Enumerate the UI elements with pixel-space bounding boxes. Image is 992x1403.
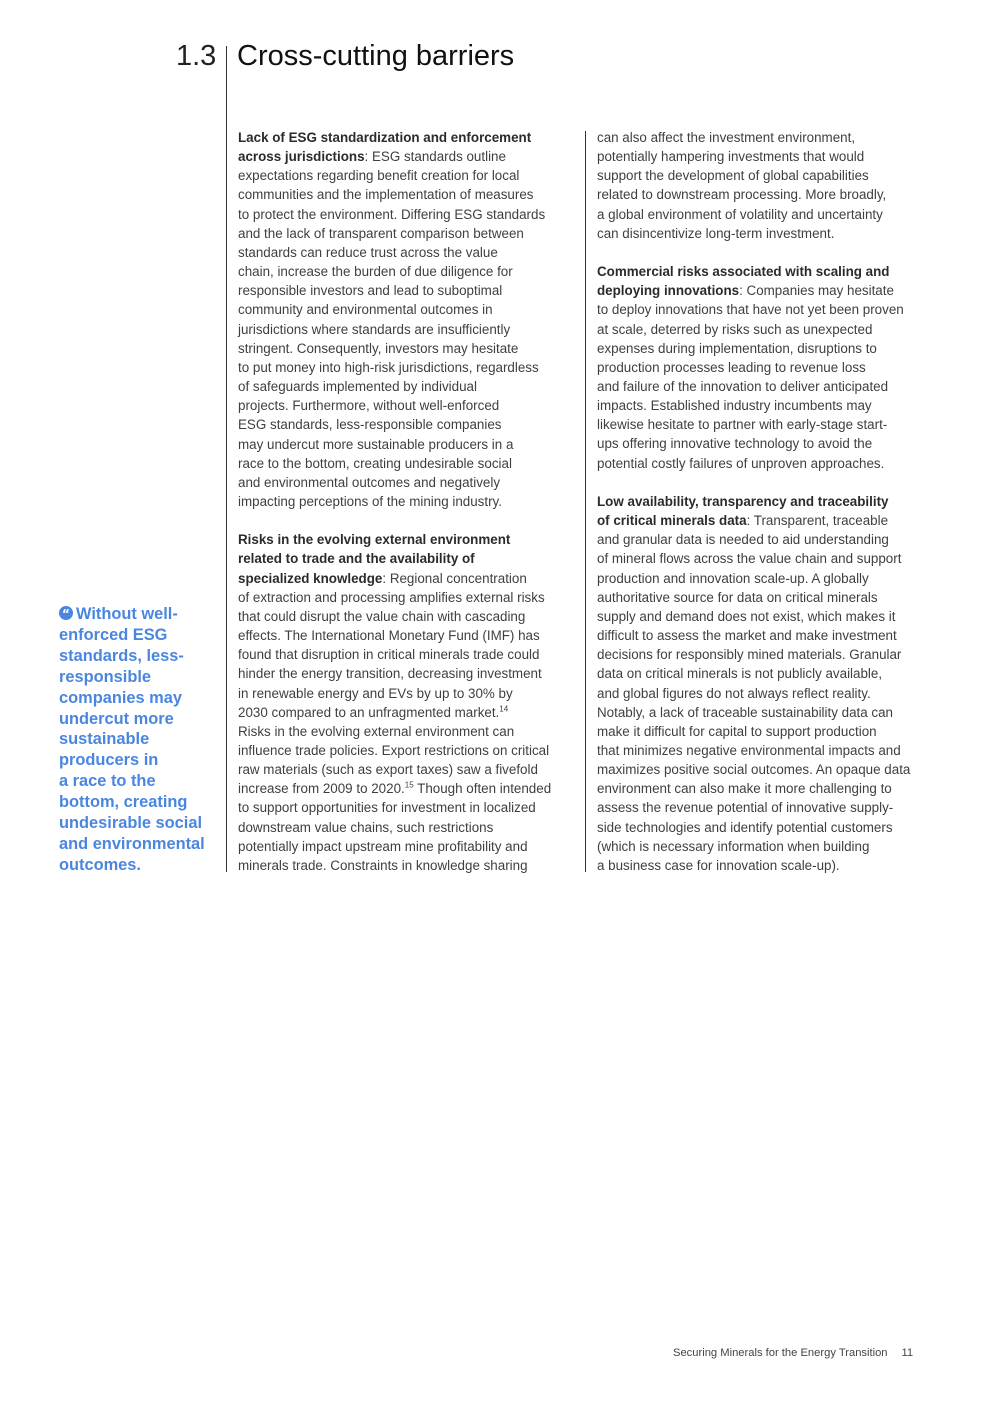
text-line: communities and the implementation of measures [238, 187, 534, 203]
pull-quote-line: responsible [59, 667, 151, 686]
paragraph-heading: deploying innovations [597, 283, 740, 299]
text-line: impacts. Established industry incumbents may [597, 398, 872, 414]
pull-quote-line: sustainable [59, 730, 150, 749]
paragraph-minerals-data [597, 492, 937, 875]
text-line: race to the bottom, creating undesirable social [238, 455, 512, 471]
text-line: of mineral flows across the value chain and support [597, 551, 902, 567]
text-line: hinder the energy transition, decreasing investment [238, 666, 542, 682]
text-line: at scale, deterred by risks such as unexpected [597, 321, 873, 337]
text-line: community and environmental outcomes in [238, 302, 493, 318]
footnote-ref-14[interactable]: 14 [499, 704, 509, 714]
text-line: of safeguards implemented by individual [238, 379, 477, 395]
text-line: potentially impact upstream mine profitability and [238, 838, 528, 854]
paragraph-heading: Commercial risks associated with scaling and [597, 264, 890, 280]
text-line: expenses during implementation, disruptions to [597, 340, 877, 356]
paragraph-esg-standardization [238, 128, 578, 511]
text-line: decisions for responsibly mined materials. Granular [597, 647, 902, 663]
text-line: a global environment of volatility and uncertainty [597, 206, 883, 222]
text-column-1 [238, 128, 578, 894]
text-segment: : Regional concentration [382, 570, 527, 586]
page-number: 11 [901, 1347, 914, 1359]
text-line [238, 569, 578, 588]
text-line: projects. Furthermore, without well-enforced [238, 398, 500, 414]
text-line: authoritative source for data on critical minerals [597, 589, 878, 605]
pull-quote-line: undercut more [59, 709, 174, 728]
pull-quote-line: and environmental [59, 834, 205, 853]
text-line: and granular data is needed to aid understanding [597, 532, 889, 548]
pull-quote-text: Without well- [76, 605, 178, 623]
paragraph-heading: Lack of ESG standardization and enforcement [238, 130, 532, 145]
text-line: assess the revenue potential of innovative supply- [597, 800, 894, 816]
text-line [238, 779, 578, 798]
pull-quote-line: companies may [59, 688, 182, 707]
text-line: can also affect the investment environment, [597, 130, 856, 145]
page-title: Cross-cutting barriers [237, 40, 515, 72]
column-divider-rule [585, 131, 586, 872]
text-line: data on critical minerals is not publicly available, [597, 666, 883, 682]
text-line: (which is necessary information when building [597, 838, 870, 854]
paragraph-external-environment-risks [238, 530, 578, 875]
pull-quote-line: enforced ESG [59, 625, 168, 644]
text-line: supply and demand does not exist, which makes it [597, 608, 896, 624]
text-line: environment can also make it more challenging to [597, 781, 892, 797]
text-line [238, 530, 578, 549]
page-footer [673, 1347, 913, 1359]
text-line: potentially hampering investments that would [597, 149, 865, 165]
text-line: to put money into high-risk jurisdictions, regardless [238, 359, 539, 375]
quote-icon: “ [59, 606, 73, 620]
paragraph-heading: Risks in the evolving external environment [238, 532, 511, 548]
text-line: responsible investors and lead to suboptimal [238, 283, 503, 299]
paragraph-commercial-risks [597, 262, 937, 473]
text-segment: Though often intended [413, 781, 552, 797]
text-line: minerals trade. Constraints in knowledge sharing [238, 857, 528, 873]
text-line [597, 492, 937, 511]
text-line: that minimizes negative environmental impacts and [597, 742, 901, 758]
text-line [238, 549, 578, 568]
text-segment: : Companies may hesitate [739, 283, 894, 299]
text-line: and failure of the innovation to deliver anticipated [597, 379, 889, 395]
text-line: that could disrupt the value chain with cascading [238, 608, 526, 624]
pull-quote-line: outcomes. [59, 855, 141, 874]
pull-quote-line: bottom, creating [59, 793, 188, 812]
text-line: support the development of global capabilities [597, 168, 869, 184]
text-line: a business case for innovation scale-up). [597, 857, 840, 873]
paragraph-heading: Low availability, transparency and traceability [597, 493, 889, 509]
text-line: Notably, a lack of traceable sustainability data can [597, 704, 893, 720]
text-line: impacting perceptions of the mining industry. [238, 493, 502, 509]
text-line: effects. The International Monetary Fund (IMF) has [238, 628, 540, 644]
text-line [597, 262, 937, 281]
text-line: ups offering innovative technology to avoid the [597, 436, 873, 452]
section-divider-rule [226, 46, 227, 872]
text-line [597, 281, 937, 300]
pull-quote-line: producers in [59, 751, 159, 770]
text-line: in renewable energy and EVs by up to 30% by [238, 685, 513, 701]
text-line: production processes leading to revenue loss [597, 359, 866, 375]
text-line: to support opportunities for investment in localized [238, 800, 536, 816]
text-line: and environmental outcomes and negatively [238, 474, 501, 490]
text-line [238, 147, 578, 166]
text-line [238, 128, 578, 147]
paragraph-continuation [597, 128, 937, 243]
text-line: to deploy innovations that have not yet been proven [597, 302, 904, 318]
text-line: of extraction and processing amplifies external risks [238, 589, 545, 605]
text-segment: : Transparent, traceable [746, 513, 889, 529]
paragraph-heading: related to trade and the availability of [238, 551, 475, 567]
text-line: production and innovation scale-up. A globally [597, 570, 869, 586]
text-line: potential costly failures of unproven approaches. [597, 455, 885, 471]
text-line: side technologies and identify potential customers [597, 819, 893, 835]
text-line: found that disruption in critical minerals trade could [238, 647, 540, 663]
text-line: and global figures do not always reflect reality. [597, 685, 871, 701]
text-column-2 [597, 128, 937, 894]
text-line: to protect the environment. Differing ESG standards [238, 206, 546, 222]
paragraph-heading: across jurisdictions [238, 149, 365, 165]
text-segment: : ESG standards outline [364, 149, 506, 165]
text-line: stringent. Consequently, investors may hesitate [238, 340, 519, 356]
text-line: Risks in the evolving external environment can [238, 723, 515, 739]
text-line [238, 703, 578, 722]
pull-quote-line: a race to the [59, 772, 156, 791]
text-line: raw materials (such as export taxes) saw a fivefold [238, 762, 538, 778]
text-line: likewise hesitate to partner with early-stage start- [597, 417, 888, 433]
text-segment: 2030 compared to an unfragmented market. [238, 704, 500, 720]
text-line: ESG standards, less-responsible companies [238, 417, 502, 433]
text-line: may undercut more sustainable producers in a [238, 436, 514, 452]
text-line: influence trade policies. Export restrictions on critical [238, 742, 550, 758]
text-line [597, 511, 937, 530]
text-line: difficult to assess the market and make investment [597, 628, 897, 644]
paragraph-heading: of critical minerals data [597, 513, 747, 529]
pull-quote-line: undesirable social [59, 814, 203, 833]
text-segment: increase from 2009 to 2020. [238, 781, 405, 797]
section-number: 1.3 [176, 40, 217, 72]
publication-title: Securing Minerals for the Energy Transition [673, 1347, 888, 1359]
text-line: downstream value chains, such restrictions [238, 819, 494, 835]
pull-quote [59, 604, 219, 876]
text-line: jurisdictions where standards are insufficiently [238, 321, 511, 337]
pull-quote-line: standards, less- [59, 646, 184, 665]
text-line: can disincentivize long-term investment. [597, 225, 835, 241]
text-line: standards can reduce trust across the value [238, 244, 498, 260]
text-line: related to downstream processing. More broadly, [597, 187, 887, 203]
footnote-ref-15[interactable]: 15 [404, 780, 414, 790]
text-line: chain, increase the burden of due diligence for [238, 264, 513, 280]
text-line: and the lack of transparent comparison between [238, 225, 524, 241]
text-line: maximizes positive social outcomes. An opaque data [597, 762, 911, 778]
text-line: expectations regarding benefit creation for local [238, 168, 520, 184]
paragraph-heading: specialized knowledge [238, 570, 383, 586]
pull-quote-line [59, 604, 219, 625]
text-line: make it difficult for capital to support production [597, 723, 877, 739]
